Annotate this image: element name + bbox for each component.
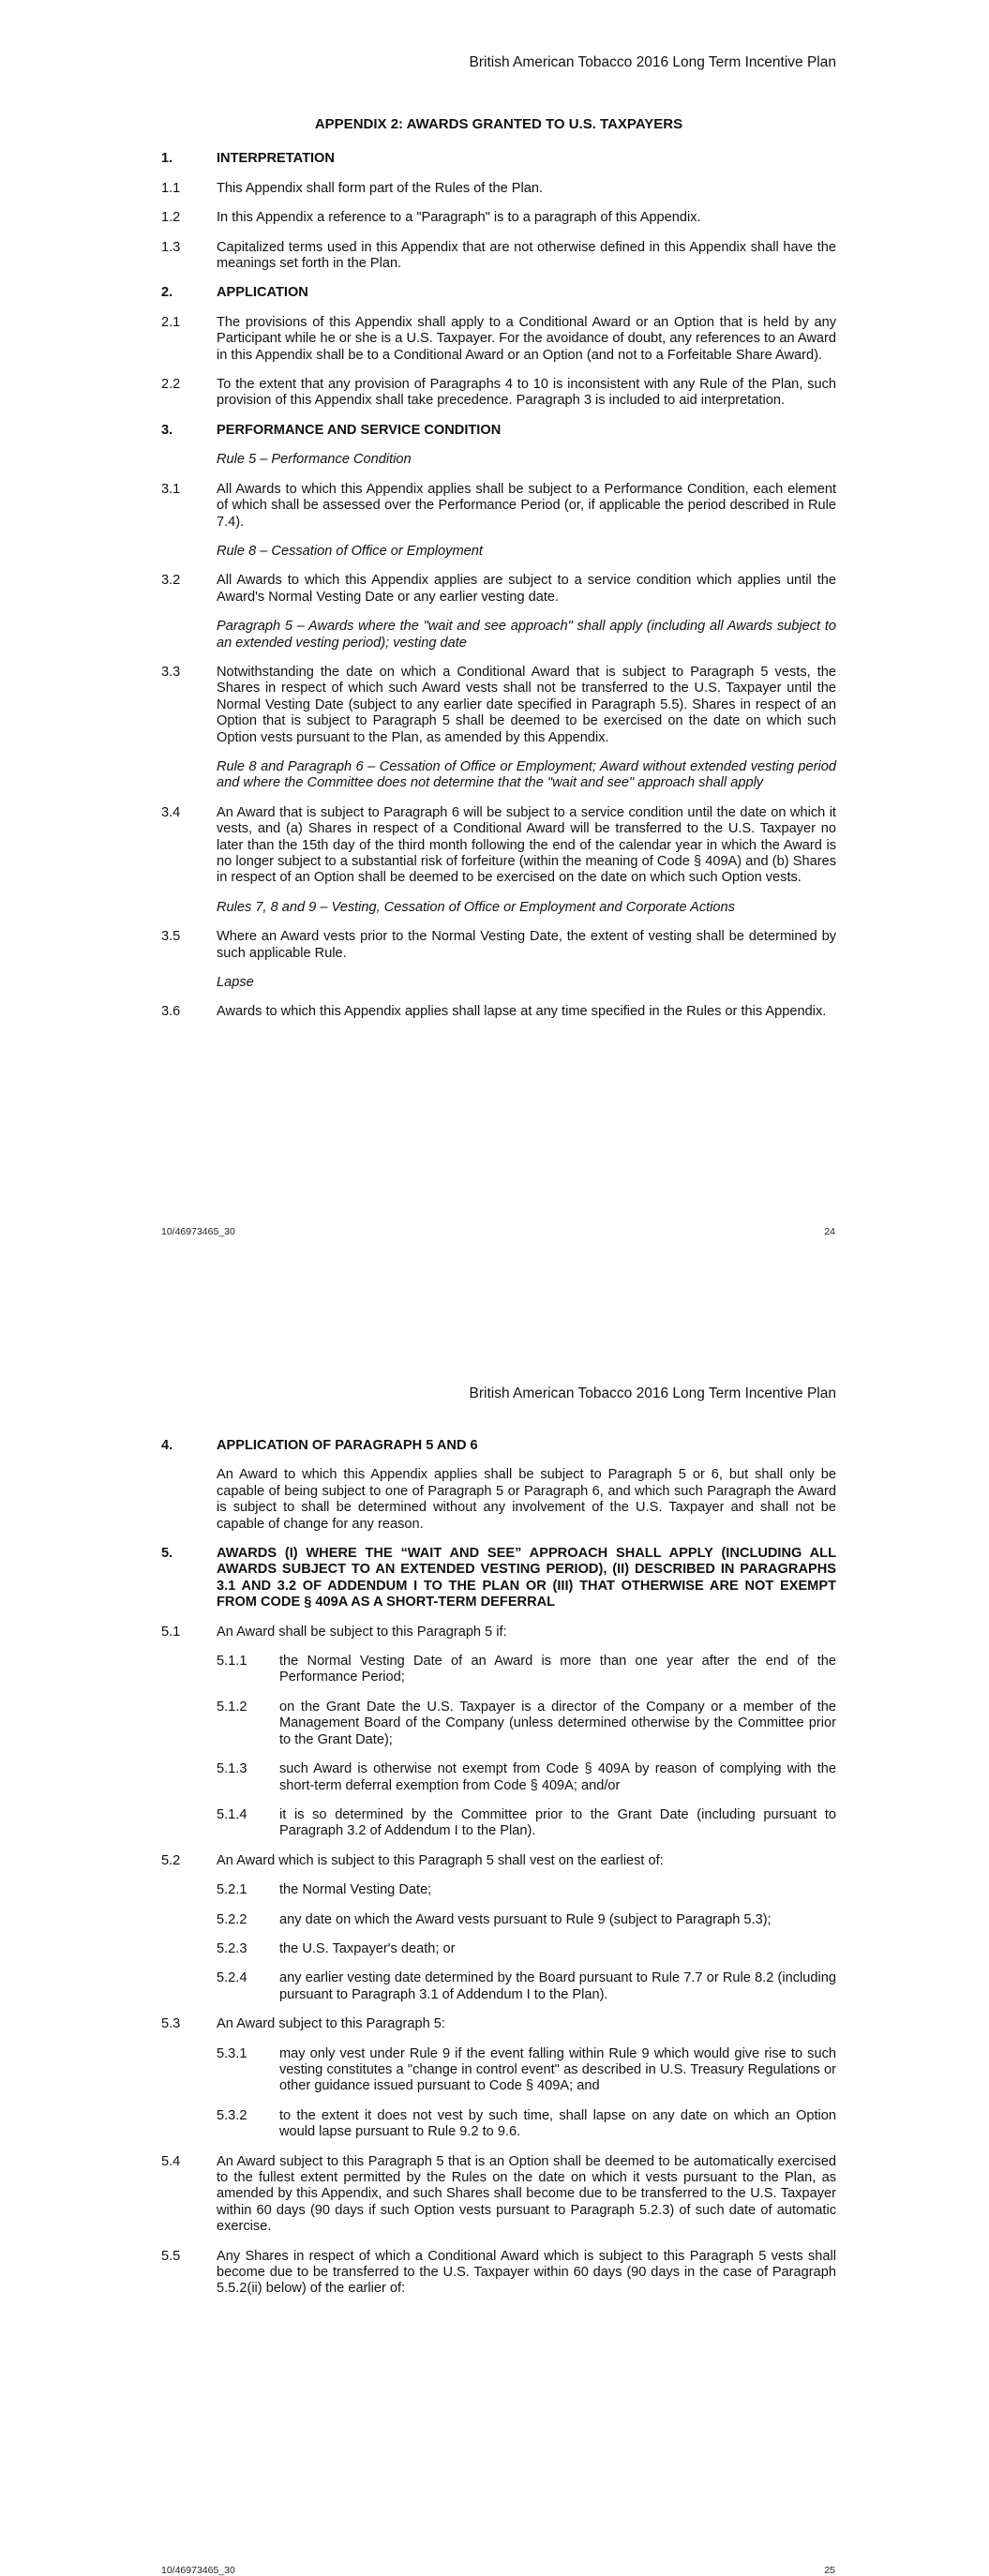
paragraph: [161, 665, 836, 746]
paragraph: [161, 377, 836, 410]
paragraph-text: Awards to which this Appendix applies shall lapse at any time specified in the Rules or this Appendix.: [217, 1004, 827, 1020]
paragraph-text: To the extent that any provision of Paragraphs 4 to 10 is inconsistent with any Rule of the Plan, such provision of this Appendix shall take precedence. Paragraph 3 is included to aid interpretation.: [217, 377, 836, 409]
paragraph-number: 2.2: [161, 377, 181, 393]
section-number: 2.: [161, 285, 173, 301]
sub-paragraph-text: the Normal Vesting Date of an Award is more than one year after the end of the Performance Period;: [279, 1654, 836, 1685]
paragraph-number: 5.3: [161, 2016, 181, 2032]
sub-paragraph-text: any date on which the Award vests pursuant to Rule 9 (subject to Paragraph 5.3);: [279, 1911, 772, 1927]
paragraph: [161, 240, 836, 273]
sub-paragraph-number: 5.3.1: [217, 2045, 247, 2061]
section-number: 3.: [161, 422, 173, 438]
paragraph-number: 5.4: [161, 2153, 181, 2169]
paragraph: [161, 315, 836, 364]
paragraph-text: Where an Award vests prior to the Normal Vesting Date, the extent of vesting shall be determined by such applicable Rule.: [217, 929, 836, 961]
rule-reference: Rules 7, 8 and 9 – Vesting, Cessation of Office or Employment and Corporate Actions: [217, 899, 735, 915]
paragraph-text: An Award subject to this Paragraph 5:: [217, 2016, 445, 2032]
document-reference: 10/46973465_30: [161, 2565, 235, 2576]
section-number: 5.: [161, 1546, 173, 1562]
paragraph-number: 2.1: [161, 314, 181, 330]
paragraph: [161, 2016, 836, 2032]
page-number: 25: [824, 2565, 835, 2576]
rule-reference: Paragraph 5 – Awards where the "wait and see approach" shall apply (including all Awards subject to an extended vesting period); vesting date: [217, 619, 836, 651]
page-number: 24: [824, 1226, 835, 1237]
sub-paragraph-number: 5.1.3: [217, 1761, 247, 1777]
paragraph: [161, 2249, 836, 2298]
sub-paragraph-text: such Award is otherwise not exempt from Code § 409A by reason of complying with the short-term deferral exemption from Code § 409A; and/or: [279, 1761, 836, 1793]
sub-paragraph: [217, 1700, 836, 1748]
section-heading: [161, 1546, 836, 1611]
rule-reference: Lapse: [217, 975, 254, 991]
paragraph: [161, 210, 836, 226]
paragraph-number: 1.3: [161, 239, 181, 255]
sub-paragraph: [217, 2108, 836, 2141]
paragraph-text: All Awards to which this Appendix applies are subject to a service condition which applies until the Award's Normal Vesting Date or any earlier vesting date.: [217, 573, 836, 605]
paragraph-number: 5.2: [161, 1852, 181, 1868]
paragraph-number: 3.2: [161, 573, 181, 589]
sub-paragraph-number: 5.3.2: [217, 2107, 247, 2123]
paragraph: [161, 1853, 836, 1869]
sub-paragraph-number: 5.1.2: [217, 1699, 247, 1715]
paragraph-text: An Award subject to this Paragraph 5 that is an Option shall be deemed to be automatically exercised to the fullest extent permitted by the Rules on the date on which it vests pursuant to the Plan, as amended by this Appendix, and such Shares shall become due to be transferred to the U.S. Taxpayer within 60 days (90 days if such Option vests pursuant to Paragraph 5.2.3) of such date of automatic exercise.: [217, 2153, 836, 2235]
sub-paragraph-text: to the extent it does not vest by such time, shall lapse on any date on which an Option would lapse pursuant to Rule 9.2 to 9.6.: [279, 2107, 836, 2140]
page-body: [161, 116, 836, 1034]
section-heading: [161, 423, 836, 439]
appendix-title: APPENDIX 2: AWARDS GRANTED TO U.S. TAXPAYERS: [314, 116, 683, 132]
page-24: [0, 0, 989, 1275]
page-body: [161, 1438, 836, 2311]
paragraph-text: This Appendix shall form part of the Rules of the Plan.: [217, 180, 544, 196]
paragraph-number: 1.1: [161, 180, 181, 196]
paragraph-number: 3.5: [161, 929, 181, 945]
paragraph-number: 3.4: [161, 804, 181, 820]
document-reference: 10/46973465_30: [161, 1226, 235, 1237]
section-title: INTERPRETATION: [217, 151, 335, 167]
sub-paragraph-text: any earlier vesting date determined by the Board pursuant to Rule 7.7 or Rule 8.2 (including pursuant to Paragraph 3.1 of Addendum I to the Plan).: [279, 1970, 836, 2002]
rule-reference: Rule 8 – Cessation of Office or Employment: [217, 543, 483, 559]
rule-reference: Rule 5 – Performance Condition: [217, 452, 412, 468]
sub-paragraph-number: 5.1.1: [217, 1654, 247, 1670]
sub-paragraph: [217, 1970, 836, 2003]
sub-paragraph: [217, 1912, 836, 1928]
paragraph: [161, 1004, 836, 1020]
paragraph: [161, 573, 836, 606]
running-header: British American Tobacco 2016 Long Term Incentive Plan: [469, 1385, 836, 1401]
page-25: [0, 1331, 989, 2576]
paragraph: [161, 929, 836, 962]
sub-paragraph-text: it is so determined by the Committee prior to the Grant Date (including pursuant to Paragraph 3.2 of Addendum I to the Plan).: [279, 1806, 836, 1839]
sub-paragraph-text: the Normal Vesting Date;: [279, 1882, 432, 1898]
sub-paragraph-text: the U.S. Taxpayer's death; or: [279, 1940, 456, 1956]
sub-paragraph: [217, 1941, 836, 1957]
sub-paragraph: [217, 2046, 836, 2095]
sub-paragraph-text: on the Grant Date the U.S. Taxpayer is a director of the Company or a member of the Management Board of the Company (unless determined otherwise by the Committee prior to the Grant Date);: [279, 1699, 836, 1747]
section-heading: [161, 151, 836, 167]
sub-paragraph-number: 5.1.4: [217, 1806, 247, 1822]
paragraph-text: All Awards to which this Appendix applies shall be subject to a Performance Condition, each element of which shall be assessed over the Performance Period (or, if applicable the period described in Rule 7.4).: [217, 481, 836, 530]
section-number: 4.: [161, 1438, 173, 1453]
paragraph-text: The provisions of this Appendix shall apply to a Conditional Award or an Option that is held by any Participant while he or she is a U.S. Taxpayer. For the avoidance of doubt, any references to an Award in this Appendix shall be to a Conditional Award or an Option (and not to a Forfeitable Share Award).: [217, 314, 836, 363]
paragraph-text: Notwithstanding the date on which a Conditional Award that is subject to Paragraph 5 vests, the Shares in respect of which such Award vests shall not be transferred to the U.S. Taxpayer until the Normal Vesting Date (subject to any earlier date specified in Paragraph 5.5). Shares in respect of an Option that is subject to Paragraph 5 shall be deemed to be exercised on the date on which such Option vests pursuant to the Plan, as amended by this Appendix.: [217, 664, 836, 745]
paragraph-number: 3.1: [161, 481, 181, 497]
paragraph-text: An Award which is subject to this Paragraph 5 shall vest on the earliest of:: [217, 1852, 664, 1868]
paragraph-text: Any Shares in respect of which a Conditional Award which is subject to this Paragraph 5 vests shall become due to be transferred to the U.S. Taxpayer within 60 days (90 days in the case of Paragraph 5.5.2(ii) below) of the earlier of:: [217, 2248, 836, 2297]
paragraph: [161, 805, 836, 887]
paragraph-text: In this Appendix a reference to a "Paragraph" is to a paragraph of this Appendix.: [217, 210, 701, 226]
paragraph: [161, 2154, 836, 2236]
paragraph-number: 3.3: [161, 664, 181, 680]
sub-paragraph-number: 5.2.3: [217, 1940, 247, 1956]
sub-paragraph-number: 5.2.4: [217, 1970, 247, 1986]
running-header: British American Tobacco 2016 Long Term Incentive Plan: [469, 54, 836, 70]
paragraph: [161, 482, 836, 531]
rule-reference: Rule 8 and Paragraph 6 – Cessation of Office or Employment; Award without extended vesting period and where the Committee does not determine that the "wait and see" approach shall apply: [217, 758, 836, 791]
paragraph-number: 5.1: [161, 1624, 181, 1640]
section-heading: [161, 1438, 836, 1454]
paragraph: [161, 181, 836, 197]
section-title: PERFORMANCE AND SERVICE CONDITION: [217, 422, 502, 438]
section-title: APPLICATION: [217, 285, 308, 301]
paragraph-text: An Award shall be subject to this Paragraph 5 if:: [217, 1624, 507, 1640]
sub-paragraph-text: may only vest under Rule 9 if the event falling within Rule 9 which would give rise to such vesting constitutes a "change in control event" as described in U.S. Treasury Regulations or other guidance issued pursuant to Code § 409A; and: [279, 2045, 836, 2094]
paragraph-text: Capitalized terms used in this Appendix that are not otherwise defined in this Appendix shall have the meanings set forth in the Plan.: [217, 239, 836, 272]
section-title: APPLICATION OF PARAGRAPH 5 AND 6: [217, 1438, 478, 1453]
paragraph-text: An Award that is subject to Paragraph 6 will be subject to a service condition until the date on which it vests, and (a) Shares in respect of a Conditional Award will be transferred to the U.S. Taxpayer no later than the 15th day of the third month following the end of the calendar year in which the Award is no longer subject to a substantial risk of forfeiture (within the meaning of Code § 409A) and (b) Shares in respect of an Option shall be deemed to be exercised on the date on which such Option vests.: [217, 804, 836, 886]
sub-paragraph: [217, 1761, 836, 1794]
section-title: AWARDS (I) WHERE THE “WAIT AND SEE” APPROACH SHALL APPLY (INCLUDING ALL AWARDS SUBJECT TO AN EXTENDED VESTING PERIOD), (II) DESCRIBED IN PARAGRAPHS 3.1 AND 3.2 OF ADDENDUM I TO THE PLAN OR (III) THAT OTHERWISE ARE NOT EXEMPT FROM CODE § 409A AS A SHORT-TERM DEFERRAL: [217, 1546, 836, 1610]
paragraph: [161, 1625, 836, 1640]
section-heading: [161, 285, 836, 301]
section-number: 1.: [161, 151, 173, 167]
paragraph-number: 5.5: [161, 2248, 181, 2264]
sub-paragraph-number: 5.2.1: [217, 1882, 247, 1898]
paragraph-number: 1.2: [161, 210, 181, 226]
paragraph-text: An Award to which this Appendix applies shall be subject to Paragraph 5 or 6, but shall only be capable of being subject to one of Paragraph 5 or Paragraph 6, and which such Paragraph the Award is subject to shall be determined without any involvement of the U.S. Taxpayer and shall not be capable of change for any reason.: [217, 1467, 836, 1532]
sub-paragraph: [217, 1882, 836, 1898]
sub-paragraph-number: 5.2.2: [217, 1911, 247, 1927]
sub-paragraph: [217, 1654, 836, 1686]
sub-paragraph: [217, 1807, 836, 1840]
paragraph-number: 3.6: [161, 1004, 181, 1020]
